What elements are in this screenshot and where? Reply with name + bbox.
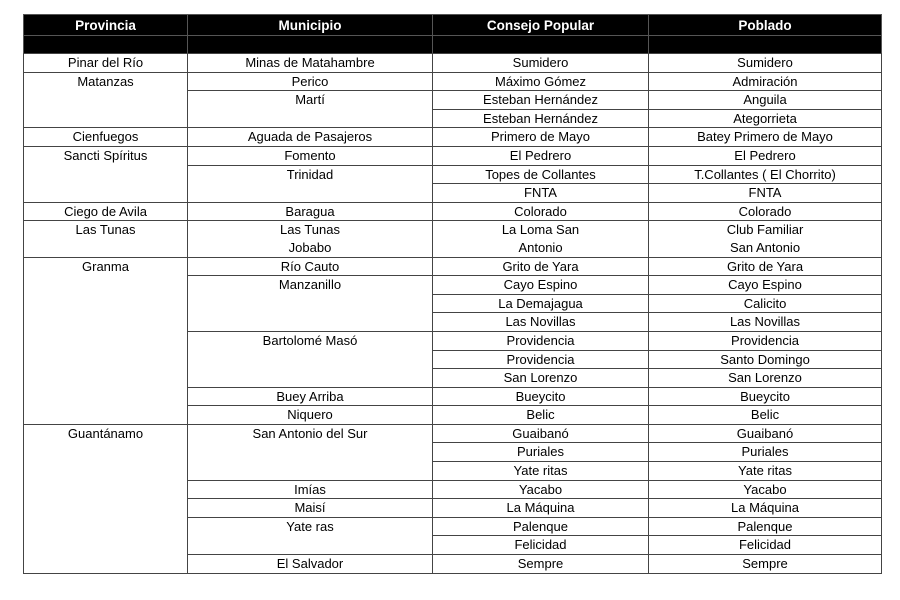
poblado-cell: Admiración — [649, 72, 882, 91]
provincia-cell — [24, 480, 188, 499]
poblado-cell: San Lorenzo — [649, 369, 882, 388]
poblado-cell: Palenque — [649, 517, 882, 536]
header-spacer-cell — [649, 36, 882, 54]
poblado-cell: Grito de Yara — [649, 257, 882, 276]
header-consejo-popular: Consejo Popular — [433, 15, 649, 36]
consejo-popular-cell: La Máquina — [433, 499, 649, 518]
poblado-cell: Santo Domingo — [649, 350, 882, 369]
provincia-cell — [24, 517, 188, 536]
table-row — [24, 536, 882, 555]
table-row — [24, 239, 882, 257]
consejo-popular-cell: Cayo Espino — [433, 276, 649, 295]
table-row — [24, 276, 882, 295]
poblado-cell: Guaibanó — [649, 424, 882, 443]
municipio-cell: Fomento — [188, 146, 433, 165]
consejo-popular-cell: Puriales — [433, 443, 649, 462]
provincia-cell: Matanzas — [24, 72, 188, 91]
municipio-cell: Bartolomé Masó — [188, 331, 433, 350]
table-row — [24, 202, 882, 221]
municipio-cell — [188, 536, 433, 555]
table-row — [24, 462, 882, 481]
poblado-cell: San Antonio — [649, 239, 882, 257]
table-row — [24, 221, 882, 239]
provincia-cell: Cienfuegos — [24, 128, 188, 147]
provincia-cell — [24, 239, 188, 257]
municipio-cell — [188, 350, 433, 369]
consejo-popular-cell: Sempre — [433, 555, 649, 574]
provincia-cell — [24, 387, 188, 406]
consejo-popular-cell: Yacabo — [433, 480, 649, 499]
municipio-cell — [188, 443, 433, 462]
table-row — [24, 313, 882, 332]
municipio-cell: Jobabo — [188, 239, 433, 257]
table-row — [24, 406, 882, 425]
provincia-cell — [24, 184, 188, 203]
municipio-cell: Trinidad — [188, 165, 433, 184]
table-row — [24, 517, 882, 536]
table-row — [24, 369, 882, 388]
poblado-cell: Calicito — [649, 294, 882, 313]
consejo-popular-cell: Sumidero — [433, 54, 649, 73]
provincia-cell: Pinar del Río — [24, 54, 188, 73]
provincia-cell — [24, 165, 188, 184]
table-row — [24, 387, 882, 406]
table-row — [24, 424, 882, 443]
provincia-cell — [24, 109, 188, 128]
table-row — [24, 294, 882, 313]
provincia-cell — [24, 350, 188, 369]
consejo-popular-cell: Las Novillas — [433, 313, 649, 332]
consejo-popular-cell: Guaibanó — [433, 424, 649, 443]
municipio-cell — [188, 109, 433, 128]
municipio-cell: Perico — [188, 72, 433, 91]
consejo-popular-cell: El Pedrero — [433, 146, 649, 165]
consejo-popular-cell: Topes de Collantes — [433, 165, 649, 184]
table-row — [24, 165, 882, 184]
table-row — [24, 146, 882, 165]
provincia-cell — [24, 276, 188, 295]
table-row — [24, 54, 882, 73]
table-row — [24, 128, 882, 147]
header-spacer-cell — [188, 36, 433, 54]
table-row — [24, 499, 882, 518]
header-provincia: Provincia — [24, 15, 188, 36]
municipio-cell: Yate ras — [188, 517, 433, 536]
table-row — [24, 91, 882, 110]
table-row — [24, 350, 882, 369]
provincia-cell — [24, 406, 188, 425]
table-row — [24, 257, 882, 276]
provincia-cell — [24, 331, 188, 350]
provincia-cell — [24, 91, 188, 110]
municipio-cell — [188, 184, 433, 203]
consejo-popular-cell: Colorado — [433, 202, 649, 221]
header-municipio: Municipio — [188, 15, 433, 36]
consejo-popular-cell: Felicidad — [433, 536, 649, 555]
poblado-cell: Felicidad — [649, 536, 882, 555]
consejo-popular-cell: Antonio — [433, 239, 649, 257]
poblado-cell: Colorado — [649, 202, 882, 221]
table-row — [24, 109, 882, 128]
municipio-cell: Imías — [188, 480, 433, 499]
header-poblado: Poblado — [649, 15, 882, 36]
provincia-cell: Las Tunas — [24, 221, 188, 239]
poblado-cell: La Máquina — [649, 499, 882, 518]
provincia-cell — [24, 294, 188, 313]
header-spacer-row — [24, 36, 882, 54]
poblado-cell: Anguila — [649, 91, 882, 110]
provincia-cell — [24, 313, 188, 332]
poblado-cell: Belic — [649, 406, 882, 425]
municipio-cell: Maisí — [188, 499, 433, 518]
provincia-cell — [24, 462, 188, 481]
municipio-cell: Manzanillo — [188, 276, 433, 295]
poblado-cell: Puriales — [649, 443, 882, 462]
header-spacer-cell — [24, 36, 188, 54]
municipio-cell: Niquero — [188, 406, 433, 425]
municipio-cell: Baragua — [188, 202, 433, 221]
provincia-cell — [24, 369, 188, 388]
table-row — [24, 184, 882, 203]
poblado-cell: Sempre — [649, 555, 882, 574]
municipio-cell: Aguada de Pasajeros — [188, 128, 433, 147]
consejo-popular-cell: Bueycito — [433, 387, 649, 406]
poblado-cell: Yate ritas — [649, 462, 882, 481]
locations-table — [23, 14, 882, 574]
poblado-cell: Bueycito — [649, 387, 882, 406]
consejo-popular-cell: Primero de Mayo — [433, 128, 649, 147]
consejo-popular-cell: San Lorenzo — [433, 369, 649, 388]
provincia-cell — [24, 536, 188, 555]
consejo-popular-cell: La Loma San — [433, 221, 649, 239]
poblado-cell: Providencia — [649, 331, 882, 350]
provincia-cell: Sancti Spíritus — [24, 146, 188, 165]
consejo-popular-cell: Palenque — [433, 517, 649, 536]
municipio-cell: Río Cauto — [188, 257, 433, 276]
table-row — [24, 555, 882, 574]
poblado-cell: T.Collantes ( El Chorrito) — [649, 165, 882, 184]
poblado-cell: Batey Primero de Mayo — [649, 128, 882, 147]
header-row — [24, 15, 882, 36]
poblado-cell: Cayo Espino — [649, 276, 882, 295]
poblado-cell: El Pedrero — [649, 146, 882, 165]
consejo-popular-cell: Yate ritas — [433, 462, 649, 481]
poblado-cell: Sumidero — [649, 54, 882, 73]
table-header — [24, 15, 882, 54]
provincia-cell: Granma — [24, 257, 188, 276]
poblado-cell: Ategorrieta — [649, 109, 882, 128]
provincia-cell: Ciego de Avila — [24, 202, 188, 221]
municipio-cell — [188, 369, 433, 388]
table-row — [24, 480, 882, 499]
header-spacer-cell — [433, 36, 649, 54]
provincia-cell — [24, 443, 188, 462]
municipio-cell: Minas de Matahambre — [188, 54, 433, 73]
poblado-cell: FNTA — [649, 184, 882, 203]
consejo-popular-cell: La Demajagua — [433, 294, 649, 313]
municipio-cell: Martí — [188, 91, 433, 110]
consejo-popular-cell: Grito de Yara — [433, 257, 649, 276]
table-body — [24, 54, 882, 574]
municipio-cell: Buey Arriba — [188, 387, 433, 406]
consejo-popular-cell: Máximo Gómez — [433, 72, 649, 91]
provincia-cell — [24, 499, 188, 518]
consejo-popular-cell: FNTA — [433, 184, 649, 203]
municipio-cell: San Antonio del Sur — [188, 424, 433, 443]
consejo-popular-cell: Esteban Hernández — [433, 91, 649, 110]
table-row — [24, 331, 882, 350]
poblado-cell: Yacabo — [649, 480, 882, 499]
poblado-cell: Las Novillas — [649, 313, 882, 332]
municipio-cell — [188, 462, 433, 481]
provincia-cell: Guantánamo — [24, 424, 188, 443]
municipio-cell — [188, 313, 433, 332]
poblado-cell: Club Familiar — [649, 221, 882, 239]
provincia-cell — [24, 555, 188, 574]
consejo-popular-cell: Esteban Hernández — [433, 109, 649, 128]
municipio-cell — [188, 294, 433, 313]
municipio-cell: El Salvador — [188, 555, 433, 574]
consejo-popular-cell: Providencia — [433, 350, 649, 369]
table-row — [24, 72, 882, 91]
consejo-popular-cell: Providencia — [433, 331, 649, 350]
consejo-popular-cell: Belic — [433, 406, 649, 425]
table-row — [24, 443, 882, 462]
municipio-cell: Las Tunas — [188, 221, 433, 239]
